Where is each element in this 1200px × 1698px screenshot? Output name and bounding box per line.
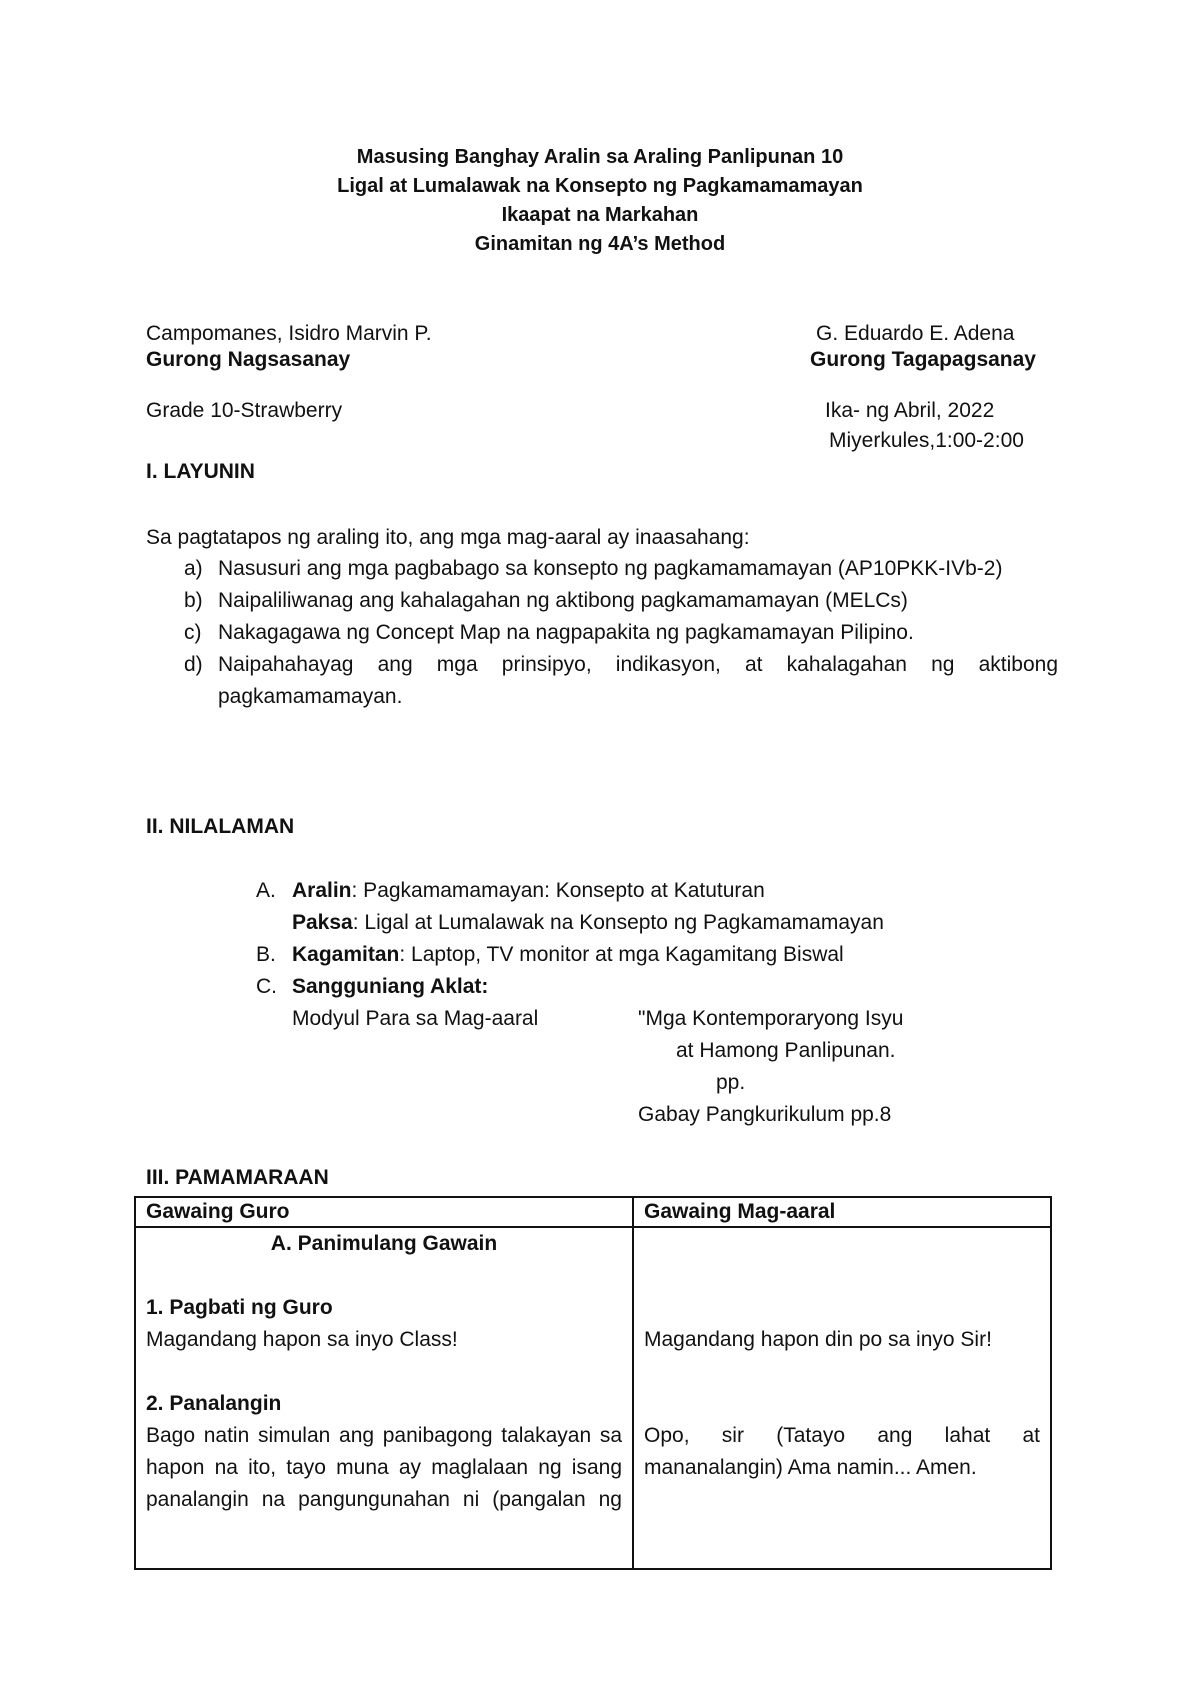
objective-text: Naipaliliwanag ang kahalagahan ng aktibong pagkamamamayan (MELCs)	[218, 589, 908, 612]
grade-section: Grade 10-Strawberry	[146, 399, 343, 422]
objective-item	[146, 617, 1058, 649]
kagamitan-line	[292, 943, 844, 967]
student-activity-cell	[633, 1227, 1051, 1569]
paksa-label: Paksa	[292, 911, 353, 934]
objective-item	[146, 649, 1058, 713]
objective-item	[146, 585, 1058, 617]
item-marker-c: C.	[256, 975, 277, 998]
reference-module: Modyul Para sa Mag-aaral	[292, 1007, 539, 1030]
doc-method: Ginamitan ng 4A’s Method	[474, 233, 726, 255]
kagamitan-label: Kagamitan	[292, 943, 400, 966]
reference-pages: pp.	[716, 1071, 746, 1094]
table-header-row	[135, 1197, 1051, 1227]
objective-marker: c)	[184, 621, 202, 644]
objective-item	[146, 553, 1058, 585]
teacher-activity-cell	[135, 1227, 633, 1569]
objectives-list	[146, 553, 1058, 713]
column-header-teacher: Gawaing Guro	[135, 1197, 633, 1227]
student-teacher-name: Campomanes, Isidro Marvin P.	[146, 322, 432, 345]
doc-subtitle: Ligal at Lumalawak na Konsepto ng Pagkamamamayan	[337, 175, 863, 197]
lesson-day-time: Miyerkules,1:00-2:00	[829, 429, 1024, 452]
aralin-line	[292, 879, 765, 903]
section-heading-pamamaraan: III. PAMAMARAAN	[146, 1166, 329, 1189]
item-marker-a: A.	[256, 879, 276, 902]
reference-title-1: "Mga Kontemporaryong Isyu	[638, 1007, 904, 1030]
item-marker-b: B.	[256, 943, 276, 966]
section-heading-layunin: I. LAYUNIN	[146, 460, 255, 483]
aralin-label: Aralin	[292, 879, 352, 902]
doc-quarter: Ikaapat na Markahan	[501, 204, 699, 226]
lesson-date: Ika- ng Abril, 2022	[825, 399, 995, 422]
step2-student-response: Opo, sir (Tatayo ang lahat at mananalangin) Ama namin... Amen.	[644, 1424, 1040, 1479]
objective-text: Naipahahayag ang mga prinsipyo, indikasyon, at kahalagahan ng aktibong pagkamamamayan.	[218, 653, 1058, 708]
step1-title: 1. Pagbati ng Guro	[146, 1296, 333, 1319]
reference-title-2: at Hamong Panlipunan.	[676, 1039, 896, 1062]
layunin-intro: Sa pagtatapos ng araling ito, ang mga mag-aaral ay inaasahang:	[146, 526, 750, 549]
step2-title: 2. Panalangin	[146, 1392, 282, 1415]
section-a-title: A. Panimulang Gawain	[270, 1232, 498, 1255]
step1-teacher-line: Magandang hapon sa inyo Class!	[146, 1328, 458, 1351]
step1-student-response: Magandang hapon din po sa inyo Sir!	[644, 1328, 992, 1351]
step2-teacher-text: Bago natin simulan ang panibagong talakayan sa hapon na ito, tayo muna ay maglalaan ng isang panalangin na pangungunahan ni (pangalan ng	[146, 1424, 622, 1511]
cooperating-teacher-role: Gurong Tagapagsanay	[810, 348, 1036, 371]
objective-marker: a)	[184, 557, 203, 580]
objective-text: Nasusuri ang mga pagbabago sa konsepto ng pagkamamamayan (AP10PKK-IVb-2)	[218, 557, 1003, 580]
objective-marker: d)	[184, 653, 203, 676]
procedure-table	[134, 1196, 1052, 1570]
student-teacher-role: Gurong Nagsasanay	[146, 348, 351, 371]
reference-curriculum-guide: Gabay Pangkurikulum pp.8	[638, 1103, 892, 1126]
aralin-text: : Pagkamamamayan: Konsepto at Katuturan	[351, 879, 765, 902]
section-heading-nilalaman: II. NILALAMAN	[146, 815, 295, 838]
objective-marker: b)	[184, 589, 203, 612]
kagamitan-text: : Laptop, TV monitor at mga Kagamitang Biswal	[399, 943, 844, 966]
paksa-line	[292, 911, 884, 935]
objective-text: Nakagagawa ng Concept Map na nagpapakita ng pagkamamayan Pilipino.	[218, 621, 914, 644]
doc-title: Masusing Banghay Aralin sa Araling Panlipunan 10	[356, 146, 844, 168]
cooperating-teacher-name: G. Eduardo E. Adena	[816, 322, 1015, 345]
column-header-student: Gawaing Mag-aaral	[633, 1197, 1051, 1227]
sanggunian-label: Sangguniang Aklat:	[292, 975, 489, 998]
paksa-text: : Ligal at Lumalawak na Konsepto ng Pagkamamamayan	[352, 911, 884, 934]
table-row	[135, 1227, 1051, 1569]
